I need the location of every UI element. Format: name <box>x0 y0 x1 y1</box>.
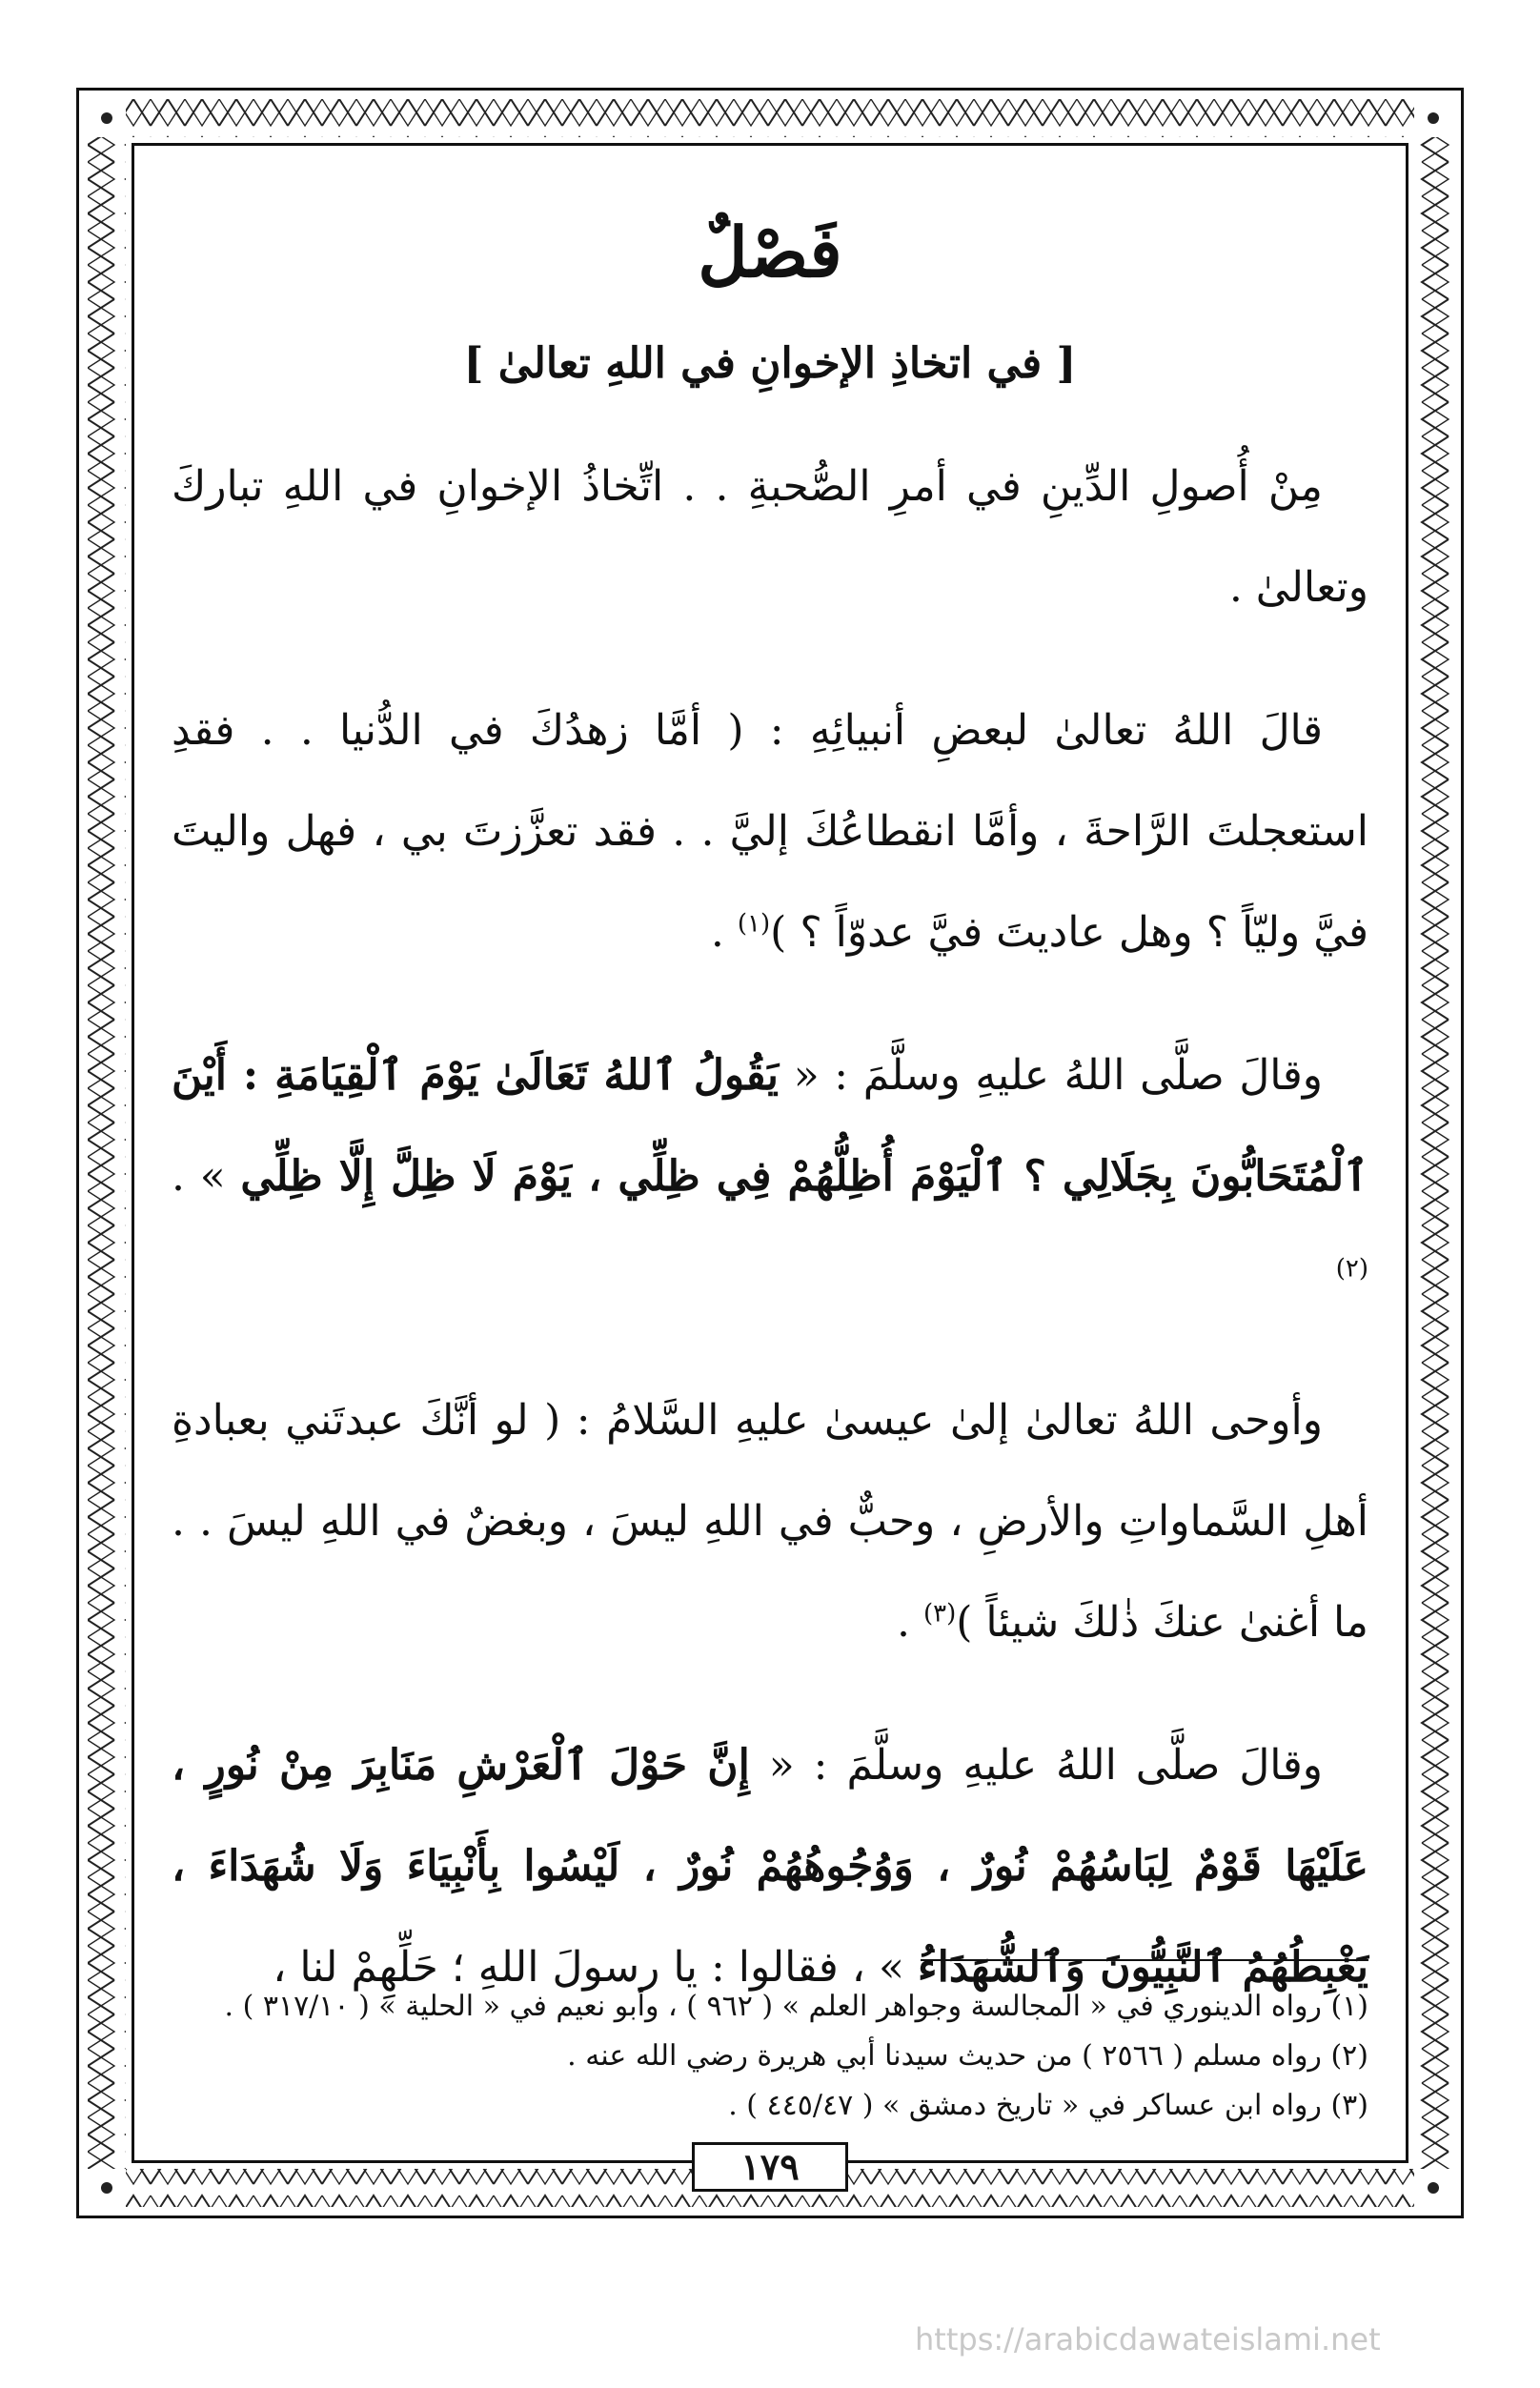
footnote-ref: (٢) <box>1335 1254 1368 1284</box>
section-heading: فَصْلٌ <box>698 212 842 293</box>
paragraph-tail: » . <box>172 1152 241 1201</box>
hadith-quote: إِنَّ حَوْلَ ٱلْعَرْشِ مَنَابِرَ مِنْ نُورٍ ، عَلَيْهَا قَوْمٌ لِبَاسُهُمْ نُورٌ ، وَوُجُوهُهُمْ نُورٌ ، لَيْسُوا بِأَنْبِيَاءَ وَلَا شُهَدَاءَ ، يَغْبِطُهُمُ ٱلنَّبِيُّونَ وَٱلشُّهَدَاءُ <box>172 1741 1368 1992</box>
paragraph-tail: » ، فقالوا : يا رسولَ اللهِ ؛ حَلِّهِمْ لنا ، <box>273 1943 918 1992</box>
paragraph-text: قالَ اللهُ تعالىٰ لبعضِ أنبيائِهِ : ( أمَّا زهدُكَ في الدُّنيا . . فقدِ استعجلتَ الرَّاحةَ ، وأمَّا انقطاعُكَ إليَّ . . فقد تعزَّزتَ بي ، فهل واليتَ فيَّ وليّاً ؟ وهل عاديتَ فيَّ عدوّاً ؟ ) <box>172 706 1368 957</box>
page-number: ١٧٩ <box>692 2142 848 2192</box>
paragraph-4 <box>172 1370 1368 1673</box>
paragraph-3 <box>172 1025 1368 1328</box>
chapter-title: [ في اتخاذِ الإخوانِ في اللهِ تعالىٰ ] <box>463 339 1077 388</box>
paragraph-2 <box>172 680 1368 983</box>
paragraph-tail: . <box>710 908 738 957</box>
footnote-ref: (١) <box>737 909 771 939</box>
footnote-3: (٣) رواه ابن عساكر في « تاريخ دمشق » ( ٤٤٥/٤٧ ) . <box>728 2089 1368 2122</box>
paragraph-text: وقالَ صلَّى اللهُ عليهِ وسلَّمَ : « <box>749 1741 1323 1790</box>
body-text <box>172 436 1368 2060</box>
page-content <box>172 181 1368 2135</box>
footnote-1: (١) رواه الدينوري في « المجالسة وجواهر العلم » ( ٩٦٢ ) ، وأبو نعيم في « الحلية » ( ٣١٧/١٠ ) . <box>224 1990 1368 2023</box>
footnotes <box>172 1982 1368 2131</box>
footnote-2: (٢) رواه مسلم ( ٢٥٦٦ ) من حديث سيدنا أبي هريرة رضي الله عنه . <box>567 2039 1368 2073</box>
paragraph-text: مِنْ أُصولِ الدِّينِ في أمرِ الصُّحبةِ . . اتِّخاذُ الإخوانِ في اللهِ تباركَ وتعالىٰ . <box>172 462 1368 612</box>
paragraph-text: وقالَ صلَّى اللهُ عليهِ وسلَّمَ : « <box>779 1051 1323 1100</box>
paragraph-text: وأوحى اللهُ تعالىٰ إلىٰ عيسىٰ عليهِ السَّلامُ : ( لو أنَّكَ عبدتَني بعبادةِ أهلِ السَّماواتِ والأرضِ ، وحبٌّ في اللهِ ليسَ ، وبغضٌ في اللهِ ليسَ . . ما أغنىٰ عنكَ ذٰلكَ شيئاً ) <box>172 1396 1368 1647</box>
paragraph-tail: . <box>896 1598 923 1647</box>
footnote-separator <box>921 1959 1368 1961</box>
paragraph-5 <box>172 1715 1368 2018</box>
watermark-url: https://arabicdawateislami.net <box>915 2321 1381 2358</box>
paragraph-1 <box>172 436 1368 638</box>
footnote-ref: (٣) <box>922 1599 957 1629</box>
hadith-quote: يَقُولُ ٱللهُ تَعَالَىٰ يَوْمَ ٱلْقِيَامَةِ : أَيْنَ ٱلْمُتَحَابُّونَ بِجَلَالِي ؟ ٱلْيَوْمَ أُظِلُّهُمْ فِي ظِلِّي ، يَوْمَ لَا ظِلَّ إِلَّا ظِلِّي <box>172 1051 1368 1201</box>
